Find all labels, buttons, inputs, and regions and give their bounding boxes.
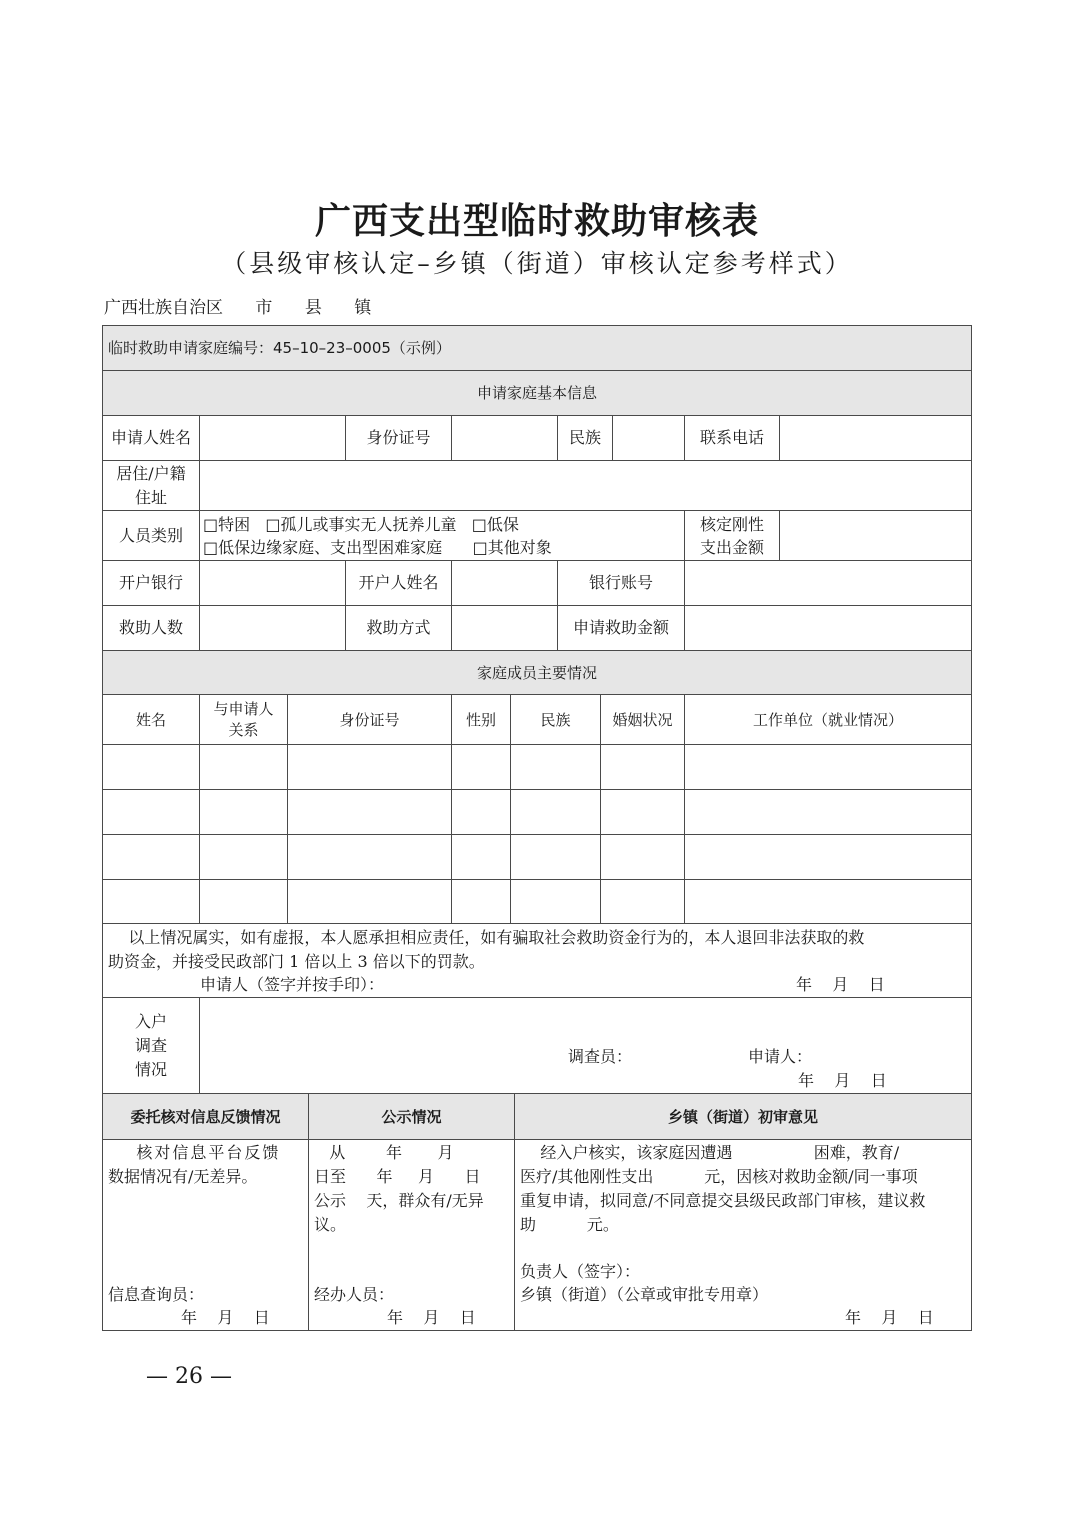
form-subtitle: （县级审核认定–乡镇（街道）审核认定参考样式） — [221, 249, 853, 278]
declaration-date: 年 月 日 — [796, 975, 885, 994]
account-holder-label-text: 开户人姓名 — [358, 573, 439, 592]
basic-info-heading-text: 申请家庭基本信息 — [476, 384, 597, 402]
aid-count-label — [102, 605, 200, 651]
publicity-heading-text: 公示情况 — [381, 1107, 442, 1126]
family-number-row — [102, 325, 972, 371]
member-row-2-gender-field[interactable] — [451, 789, 511, 835]
member-row-3-name-field[interactable] — [102, 834, 200, 880]
publicity-content[interactable] — [308, 1139, 515, 1331]
members-col-relation — [199, 694, 288, 745]
declaration-line2: 助资金，并接受民政部门 1 倍以上 3 倍以下的罚款。 — [108, 952, 485, 971]
members-col-relation-line1: 与申请人 — [213, 699, 274, 718]
verification-line2: 数据情况有/无差异。 — [108, 1167, 258, 1186]
member-row-3-id-number-field[interactable] — [287, 834, 452, 880]
applicant-name-field[interactable] — [199, 415, 346, 461]
ethnicity-label-text: 民族 — [568, 428, 601, 447]
address-field[interactable] — [199, 460, 972, 511]
publicity-line1: 从 年 月 — [314, 1143, 454, 1162]
publicity-date: 年 月 日 — [387, 1308, 476, 1327]
verification-officer-label: 信息查询员： — [108, 1285, 205, 1304]
applicant-name-label-text: 申请人姓名 — [110, 428, 191, 447]
responsible-person-label: 负责人（签字）： — [520, 1262, 641, 1281]
publicity-line4: 议。 — [314, 1215, 347, 1234]
member-row-2-ethnicity-field[interactable] — [510, 789, 601, 835]
publicity-heading — [308, 1093, 515, 1140]
township-review-heading — [514, 1093, 972, 1140]
member-row-3-gender-field[interactable] — [451, 834, 511, 880]
aid-method-label-text: 救助方式 — [366, 618, 431, 637]
category-label — [102, 510, 200, 561]
verification-heading — [102, 1093, 309, 1140]
declaration-block — [102, 923, 972, 998]
members-heading-text: 家庭成员主要情况 — [476, 663, 597, 682]
member-row-4-marital-field[interactable] — [600, 879, 685, 924]
investigator-label: 调查员： — [568, 1047, 633, 1066]
account-holder-field[interactable] — [451, 560, 558, 606]
rigid-expense-label — [684, 510, 780, 561]
phone-label-text: 联系电话 — [699, 428, 764, 447]
home-visit-date: 年 月 日 — [798, 1071, 887, 1090]
address-label-line2: 住址 — [134, 487, 167, 507]
id-number-label-text: 身份证号 — [366, 428, 431, 447]
home-visit-label-line3: 情况 — [134, 1059, 167, 1079]
publicity-line3: 公示 天，群众有/无异 — [314, 1191, 484, 1210]
members-col-employer — [684, 694, 972, 745]
publicity-officer-label: 经办人员： — [314, 1285, 395, 1304]
family-number: 临时救助申请家庭编号：45–10–23–0005（示例） — [108, 339, 451, 357]
member-row-1-name-field[interactable] — [102, 744, 200, 790]
ethnicity-field[interactable] — [612, 415, 685, 461]
members-col-ethnicity — [510, 694, 601, 745]
rigid-expense-label-line1: 核定刚性 — [699, 514, 764, 534]
account-number-label — [557, 560, 685, 606]
members-col-id-text: 身份证号 — [339, 710, 400, 729]
basic-info-heading — [102, 370, 972, 416]
member-row-4-name-field[interactable] — [102, 879, 200, 924]
member-row-4-ethnicity-field[interactable] — [510, 879, 601, 924]
account-number-label-text: 银行账号 — [588, 573, 653, 592]
township-review-line4: 助 元。 — [520, 1215, 619, 1234]
verification-date: 年 月 日 — [181, 1308, 270, 1327]
members-col-employer-text: 工作单位（就业情况） — [752, 710, 903, 729]
member-row-3-employer-field[interactable] — [684, 834, 972, 880]
member-row-2-marital-field[interactable] — [600, 789, 685, 835]
verification-content[interactable] — [102, 1139, 309, 1331]
members-col-gender — [451, 694, 511, 745]
members-heading — [102, 650, 972, 695]
members-col-marital — [600, 694, 685, 745]
member-row-1-relation-field[interactable] — [199, 744, 288, 790]
phone-field[interactable] — [779, 415, 972, 461]
address-label-line1: 居住/户籍 — [116, 463, 186, 483]
bank-label — [102, 560, 200, 606]
id-number-label — [345, 415, 452, 461]
aid-amount-label — [557, 605, 685, 651]
rigid-expense-label-line2: 支出金额 — [699, 537, 764, 557]
page-number: — 26 — — [146, 1364, 232, 1389]
publicity-line2: 日至 年 月 日 — [314, 1167, 481, 1186]
member-row-4-id-number-field[interactable] — [287, 879, 452, 924]
seal-label: 乡镇（街道）（公章或审批专用章） — [520, 1285, 769, 1304]
category-options-line2[interactable]: □低保边缘家庭、支出型困难家庭 □其他对象 — [203, 537, 552, 557]
member-row-1-marital-field[interactable] — [600, 744, 685, 790]
members-col-marital-text: 婚姻状况 — [612, 710, 673, 729]
township-review-heading-text: 乡镇（街道）初审意见 — [667, 1107, 818, 1126]
members-col-name — [102, 694, 200, 745]
member-row-1-gender-field[interactable] — [451, 744, 511, 790]
member-row-3-ethnicity-field[interactable] — [510, 834, 601, 880]
verification-heading-text: 委托核对信息反馈情况 — [130, 1107, 281, 1126]
member-row-4-relation-field[interactable] — [199, 879, 288, 924]
member-row-2-employer-field[interactable] — [684, 789, 972, 835]
member-row-3-marital-field[interactable] — [600, 834, 685, 880]
members-col-gender-text: 性别 — [465, 710, 496, 729]
member-row-3-relation-field[interactable] — [199, 834, 288, 880]
members-col-relation-line2: 关系 — [228, 720, 259, 739]
township-review-date: 年 月 日 — [845, 1308, 934, 1327]
member-row-4-gender-field[interactable] — [451, 879, 511, 924]
home-visit-label-line1: 入户 — [134, 1011, 167, 1031]
bank-field[interactable] — [199, 560, 346, 606]
home-visit-content[interactable] — [199, 997, 972, 1094]
home-visit-applicant-label: 申请人： — [748, 1047, 813, 1066]
township-review-content[interactable] — [514, 1139, 972, 1331]
member-row-1-id-number-field[interactable] — [287, 744, 452, 790]
verification-line1: 核对信息平台反馈 — [108, 1143, 281, 1162]
member-row-1-ethnicity-field[interactable] — [510, 744, 601, 790]
category-options[interactable] — [199, 510, 685, 561]
aid-amount-field[interactable] — [684, 605, 972, 651]
home-visit-label-line2: 调查 — [134, 1035, 167, 1055]
member-row-4-employer-field[interactable] — [684, 879, 972, 924]
category-options-line1[interactable]: □特困 □孤儿或事实无人抚养儿童 □低保 — [203, 514, 519, 534]
aid-method-field[interactable] — [451, 605, 558, 651]
id-number-field[interactable] — [451, 415, 558, 461]
township-review-line1: 经入户核实，该家庭因遭遇 困难，教育/ — [520, 1143, 900, 1162]
bank-label-text: 开户银行 — [118, 573, 183, 592]
address-label — [102, 460, 200, 511]
members-col-id — [287, 694, 452, 745]
member-row-1-employer-field[interactable] — [684, 744, 972, 790]
account-holder-label — [345, 560, 452, 606]
ethnicity-label — [557, 415, 613, 461]
aid-amount-label-text: 申请救助金额 — [572, 618, 669, 637]
township-review-line2: 医疗/其他刚性支出 元，因核对救助金额/同一事项 — [520, 1167, 918, 1186]
form-title: 广西支出型临时救助审核表 — [314, 200, 759, 242]
phone-label — [684, 415, 780, 461]
home-visit-label — [102, 997, 200, 1094]
applicant-name-label — [102, 415, 200, 461]
aid-method-label — [345, 605, 452, 651]
region-line: 广西壮族自治区 市 县 镇 — [104, 298, 372, 318]
rigid-expense-field[interactable] — [779, 510, 972, 561]
members-col-ethnicity-text: 民族 — [540, 710, 571, 729]
category-label-text: 人员类别 — [118, 525, 183, 545]
member-row-2-name-field[interactable] — [102, 789, 200, 835]
members-col-name-text: 姓名 — [135, 710, 166, 729]
member-row-2-id-number-field[interactable] — [287, 789, 452, 835]
township-review-line3: 重复申请，拟同意/不同意提交县级民政部门审核，建议救 — [520, 1191, 926, 1210]
aid-count-field[interactable] — [199, 605, 346, 651]
declaration-signature-label: 申请人（签字并按手印）： — [200, 975, 385, 994]
account-number-field[interactable] — [684, 560, 972, 606]
declaration-line1: 以上情况属实，如有虚报，本人愿承担相应责任，如有骗取社会救助资金行为的，本人退回非法获取的救 — [108, 928, 865, 947]
aid-count-label-text: 救助人数 — [118, 618, 183, 637]
member-row-2-relation-field[interactable] — [199, 789, 288, 835]
